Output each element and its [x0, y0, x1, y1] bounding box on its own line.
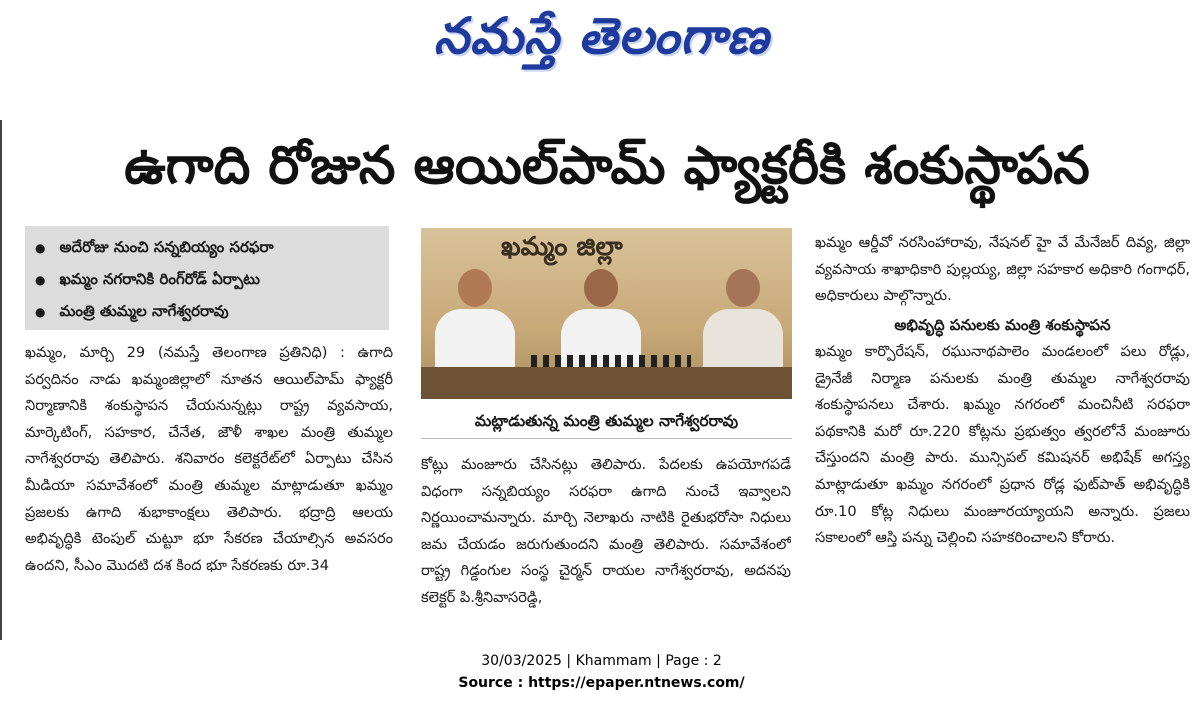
article-column-right — [815, 339, 1190, 621]
masthead-logo: నమస్తే తెలంగాణ — [433, 6, 770, 65]
person-figure — [435, 269, 515, 371]
article-paragraph: ఖమ్మం కార్పొరేషన్‌, రఘునాథపాలెం మండలంలో పలు రోడ్లు, డ్రైనేజీ నిర్మాణ పనులకు మంత్రి తుమ్మల నాగేశ్వరరావు శంకుస్థాపనలు చేశారు. ఖమ్మం నగరంలో మంచినీటి సరఫరా పథకానికి మరో రూ.220 కోట్లను ప్రభుత్వం త్వరలోనే మంజూరు చేస్తుందని మంత్రి పారు. మున్సిపల్‌ కమిషనర్‌ అభిషేక్‌ అగస్త్య మాట్లాడుతూ ఖమ్మం నగరంలో ప్రధాన రోడ్ల ఫుట్‌పాత్‌ అభివృద్ధికి రూ.10 కోట్ల నిధులు మంజూరయ్యాయని అన్నారు. ప్రజలు సకాలంలో ఆస్తి పన్ను చెల్లించి సహకరించాలని కోరారు. — [815, 343, 1190, 547]
masthead — [0, 0, 1203, 80]
article-column-left — [25, 340, 393, 620]
article-paragraph: కోట్లు మంజూరు చేసినట్లు తెలిపారు. పేదలకు ఉపయోగపడే విధంగా సన్నబియ్యం సరఫరా ఉగాది నుంచే ఇవ్వాలని నిర్ణయించామన్నారు. మార్చి నెలాఖరు నాటికి రైతుభరోసా నిధులు జమ చేయడం జరుగుతుందని మంత్రి తెలిపారు. సమావేశంలో రాష్ట్ర గిడ్డంగుల సంస్థ చైర్మన్‌ రాయల నాగేశ్వరరావు, అదనపు కలెక్టర్‌ పి.శ్రీనివాసరెడ్డి, — [421, 456, 791, 606]
footer-date-line: 30/03/2025 | Khammam | Page : 2 — [481, 653, 722, 669]
photo-wall-text: ఖమ్మం జిల్లా — [501, 232, 623, 262]
press-table — [421, 367, 792, 399]
article-headline: ఉగాది రోజున ఆయిల్‌పామ్‌ ఫ్యాక్టరీకి శంకుస్థాపన — [124, 136, 1090, 196]
footer-source-link[interactable]: Source : https://epaper.ntnews.com/ — [458, 675, 745, 691]
article-paragraph: ఖమ్మం ఆర్డీవో నరసింహారావు, నేషనల్‌ హై వే మేనేజర్‌ దివ్య, జిల్లా వ్యవసాయ శాఖాధికారి పుల్లయ్య, జిల్లా సహకార అధికారి గంగాధర్‌, అధికారులు పాల్గొన్నారు. — [815, 234, 1190, 305]
article-paragraph: ఖమ్మం, మార్చి 29 (నమస్తే తెలంగాణ ప్రతినిధి) : ఉగాది పర్వదినం నాడు ఖమ్మంజిల్లాలో నూతన ఆయిల్‌పామ్‌ ఫ్యాక్టరీ నిర్మాణానికి శంకుస్థాపన చేయనున్నట్లు రాష్ట్ర వ్యవసాయ, మార్కెటింగ్‌, సహకార, చేనేత, జౌళీ శాఖల మంత్రి తుమ్మల నాగేశ్వరరావు తెలిపారు. శనివారం కలెక్టరేట్‌లో ఏర్పాటు చేసిన మీడియా సమావేశంలో మంత్రి తుమ్మల మాట్లాడుతూ ఖమ్మం ప్రజలకు ఉగాది శుభాకాంక్షలు తెలిపారు. భద్రాద్రి ఆలయ అభివృద్ధికి టెంపుల్‌ చుట్టూ భూ సేకరణ చేయాల్సిన అవసరం ఉందని, సీఎం మొదటి దశ కింద భూ సేకరణకు రూ.34 — [25, 344, 393, 574]
person-figure — [703, 269, 783, 371]
press-meet-photo — [421, 228, 792, 399]
column-rule — [0, 120, 2, 640]
highlight-item: ● అదేరోజు నుంచి సన్నబియ్యం సరఫరా — [35, 232, 379, 264]
highlight-item: ● ఖమ్మం నగరానికి రింగ్‌రోడ్‌ ఏర్పాటు — [35, 264, 379, 296]
highlight-item: ● మంత్రి తుమ్మల నాగేశ్వరరావు — [35, 296, 379, 328]
photo-caption: మట్లాడుతున్న మంత్రి తుమ్మల నాగేశ్వరరావు — [421, 404, 792, 439]
article-subheading: అభివృద్ధి పనులకు మంత్రి శంకుస్థాపన — [894, 316, 1111, 334]
article-column-middle — [421, 452, 791, 622]
article-column-right-top — [815, 230, 1190, 312]
page-footer — [0, 650, 1203, 694]
highlights-box — [25, 226, 389, 330]
